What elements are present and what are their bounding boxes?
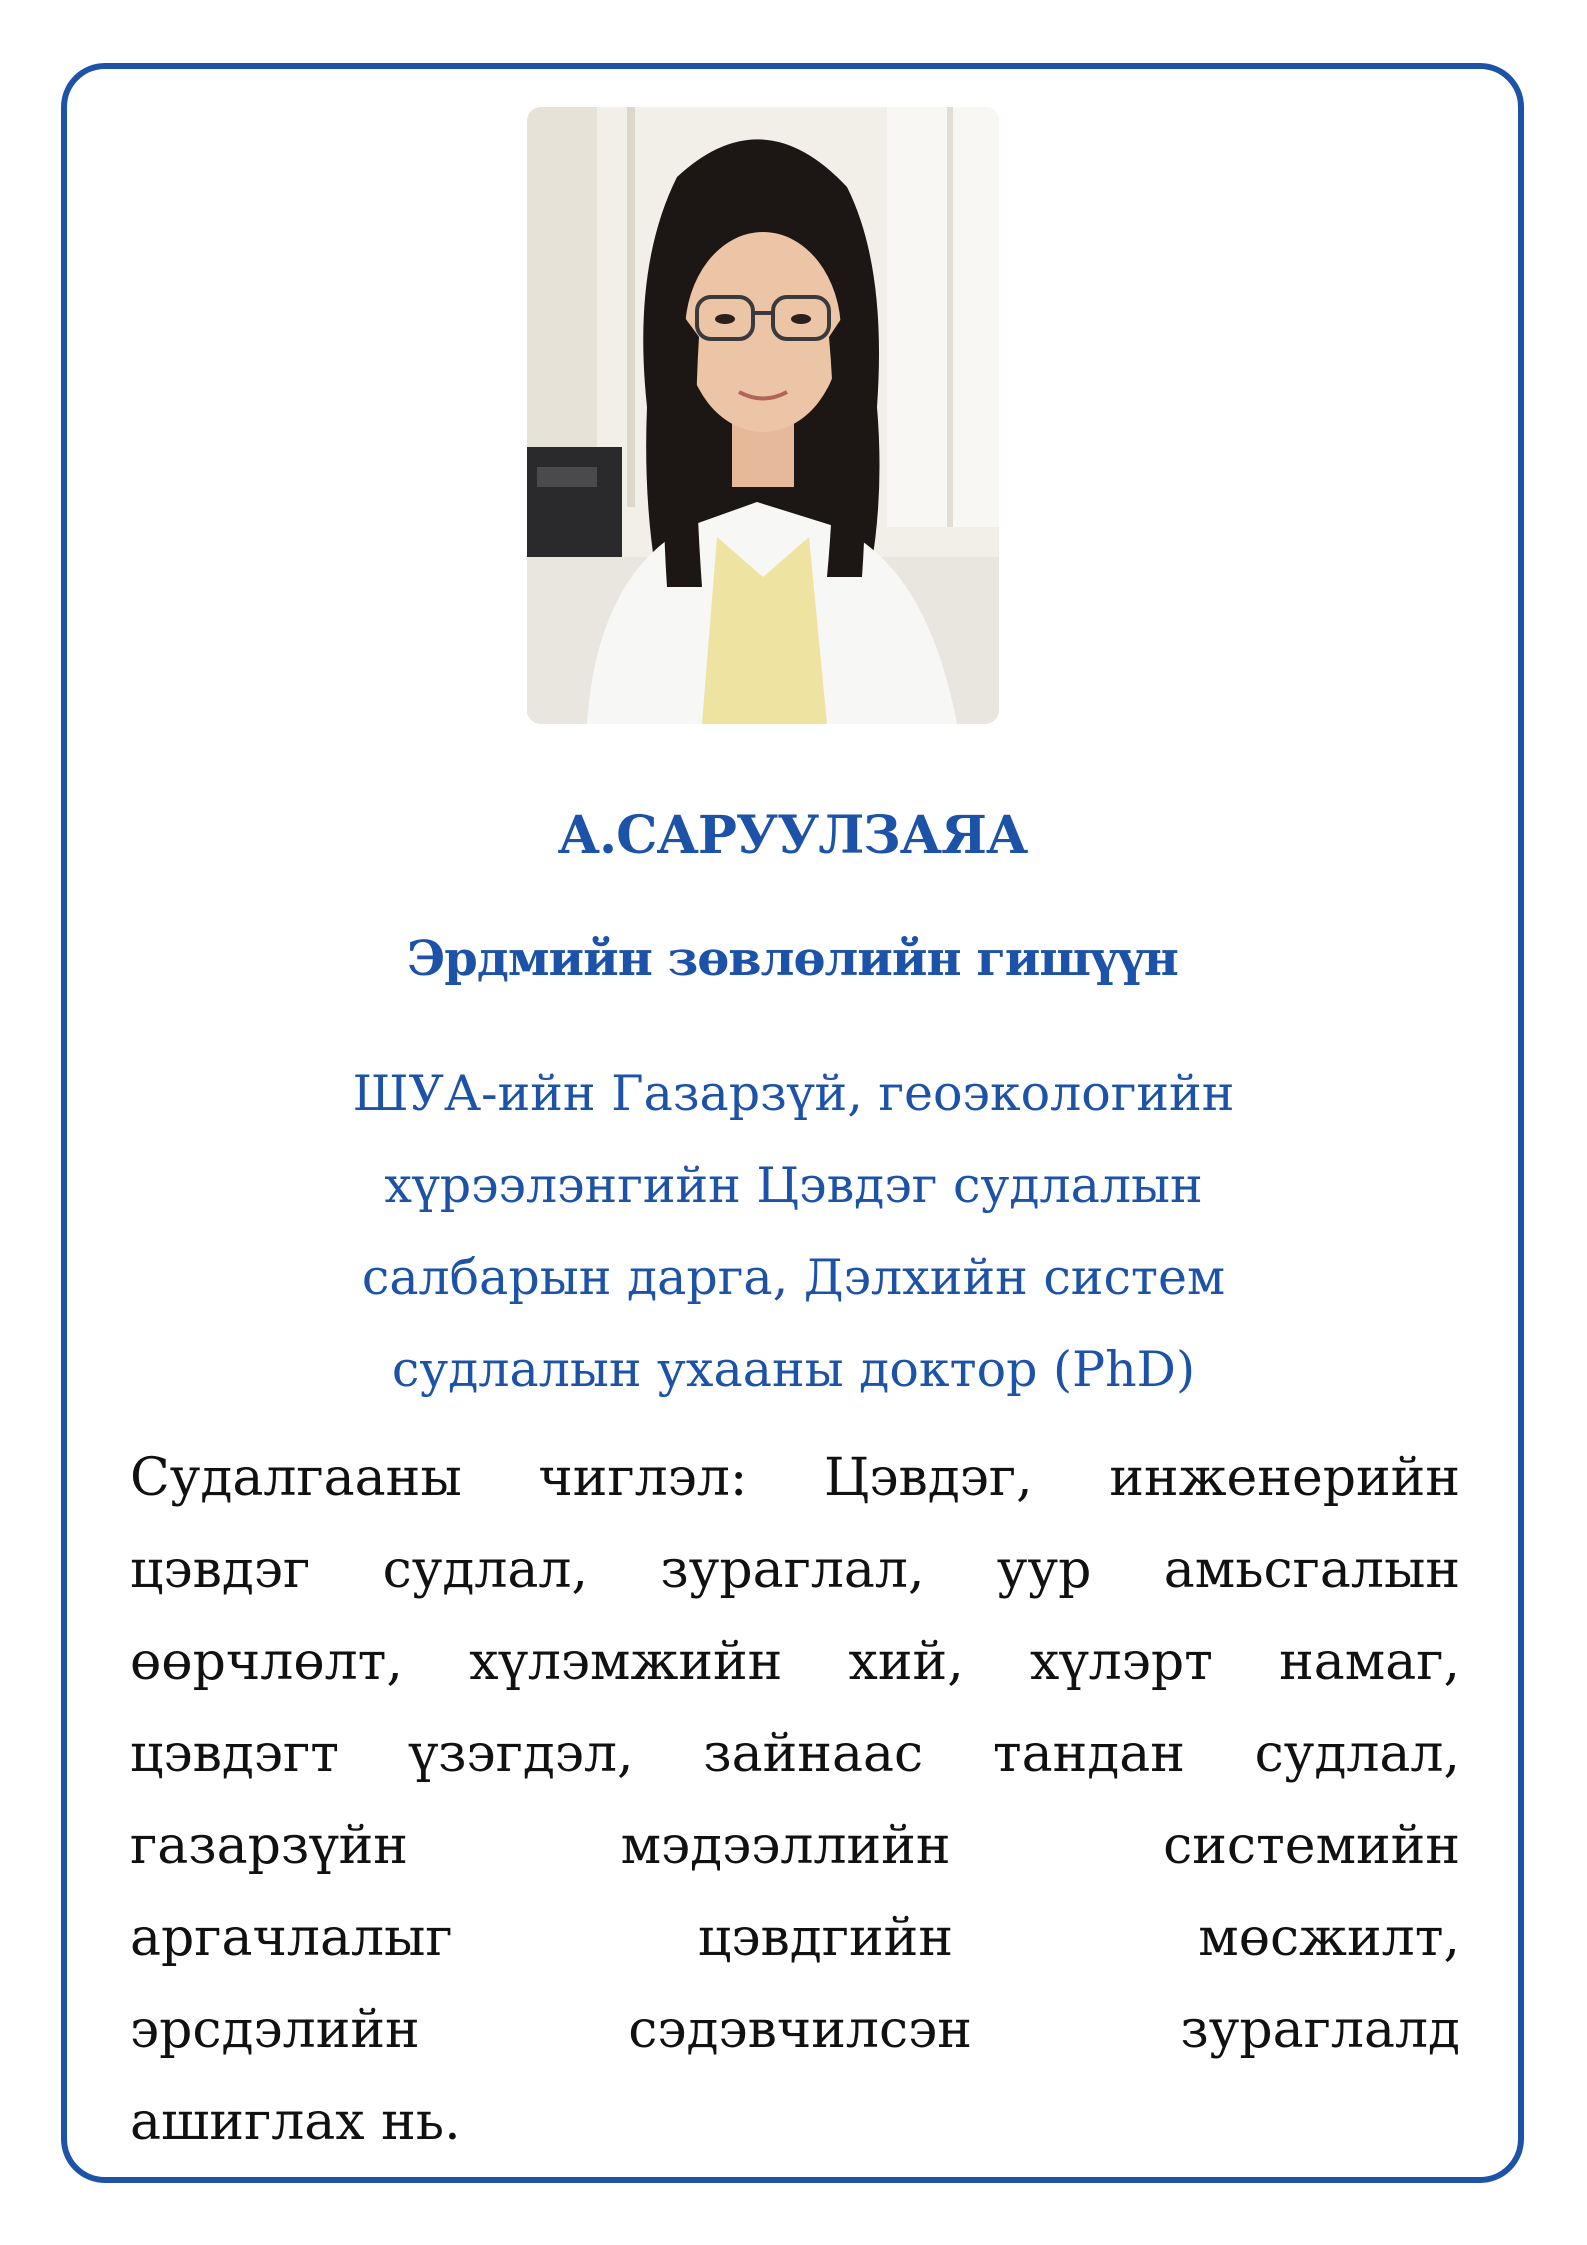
affiliation-text (240, 1048, 1347, 1416)
affiliation-line: ШУА-ийн Газарзүй, геоэкологийн (352, 1065, 1235, 1122)
research-line: газарзүйн мэдээллийн системийн (130, 1816, 1460, 1876)
research-line: цэвдэг судлал, зураглал, уур амьсгалын (130, 1540, 1460, 1600)
affiliation-line: салбарын дарга, Дэлхийн систем (361, 1249, 1226, 1306)
person-role: Эрдмийн зөвлөлийн гишүүн (407, 931, 1178, 987)
affiliation-line: судлалын ухааны доктор (PhD) (391, 1341, 1196, 1398)
research-line: эрсдэлийн сэдэвчилсэн зураглалд (130, 2000, 1460, 2060)
research-line: цэвдэгт үзэгдэл, зайнаас тандан судлал, (130, 1724, 1460, 1784)
person-name: А.САРУУЛЗАЯА (557, 805, 1028, 866)
affiliation-line: хүрээлэнгийн Цэвдэг судлалын (384, 1157, 1203, 1214)
research-line: Судалгааны чиглэл: Цэвдэг, инженерийн (130, 1448, 1460, 1508)
research-description (130, 1432, 1460, 2168)
research-line: аргачлалыг цэвдгийн мөсжилт, (130, 1908, 1460, 1968)
portrait-photo (527, 107, 999, 724)
research-line: өөрчлөлт, хүлэмжийн хий, хүлэрт намаг, (130, 1632, 1460, 1692)
research-line: ашиглах нь. (130, 2092, 461, 2152)
